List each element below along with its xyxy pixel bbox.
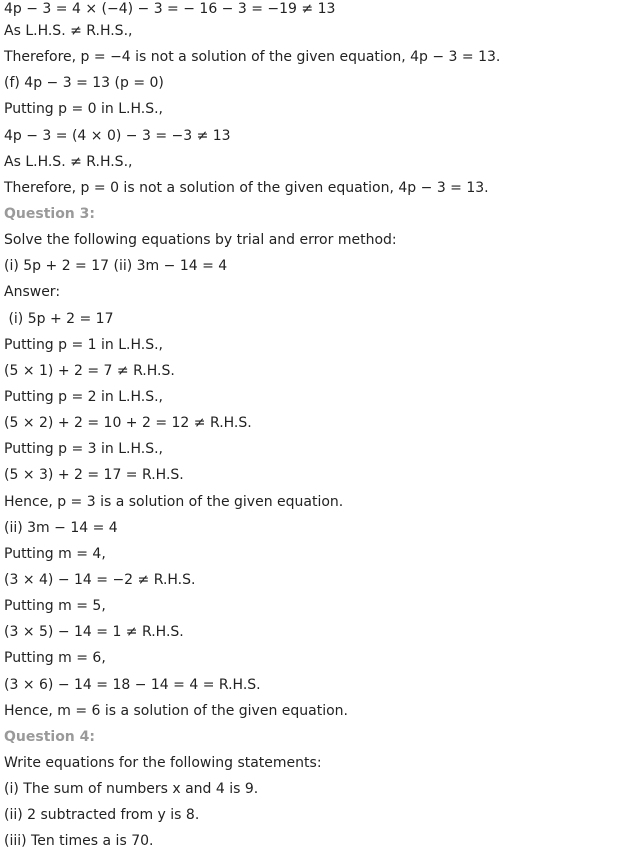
text-line: (i) The sum of numbers x and 4 is 9. (4, 781, 259, 798)
text-line: (f) 4p − 3 = 13 (p = 0) (4, 75, 164, 92)
text-line: Write equations for the following statements: (4, 754, 322, 771)
text-line: Putting p = 2 in L.H.S., (4, 388, 164, 405)
text-line: (3 × 6) − 14 = 18 − 14 = 4 = R.H.S. (4, 676, 261, 693)
text-line: As L.H.S. ≠ R.H.S., (4, 23, 133, 39)
text-line: Hence, m = 6 is a solution of the given equation. (4, 702, 348, 719)
text-line: Therefore, p = 0 is not a solution of the given equation, 4p − 3 = 13. (4, 179, 489, 196)
question-heading: Question 4: (4, 728, 95, 745)
text-line: Putting p = 0 in L.H.S., (4, 101, 164, 118)
text-line: (3 × 5) − 14 = 1 ≠ R.H.S. (4, 624, 184, 641)
text-line: Putting p = 1 in L.H.S., (4, 336, 164, 353)
text-line: (i) 5p + 2 = 17 (ii) 3m − 14 = 4 (4, 258, 228, 275)
text-line: Hence, p = 3 is a solution of the given equation. (4, 493, 344, 510)
text-line: (3 × 4) − 14 = −2 ≠ R.H.S. (4, 571, 196, 588)
text-line: 4p − 3 = (4 × 0) − 3 = −3 ≠ 13 (4, 127, 231, 144)
text-line: Therefore, p = −4 is not a solution of the given equation, 4p − 3 = 13. (4, 49, 501, 66)
text-line: (5 × 2) + 2 = 10 + 2 = 12 ≠ R.H.S. (4, 415, 252, 432)
text-line: Putting p = 3 in L.H.S., (4, 441, 164, 458)
text-line: Putting m = 4, (4, 545, 106, 562)
text-line: Putting m = 5, (4, 598, 106, 615)
text-line: Solve the following equations by trial and error method: (4, 232, 397, 249)
text-line: (iii) Ten times a is 70. (4, 833, 154, 850)
text-line: (i) 5p + 2 = 17 (4, 310, 114, 327)
text-line: (ii) 2 subtracted from y is 8. (4, 807, 200, 824)
question-heading: Question 3: (4, 205, 95, 222)
text-line: As L.H.S. ≠ R.H.S., (4, 153, 133, 170)
document-body (4, 0, 624, 859)
text-line: Answer: (4, 284, 61, 301)
text-line: (ii) 3m − 14 = 4 (4, 519, 118, 536)
text-line: (5 × 1) + 2 = 7 ≠ R.H.S. (4, 362, 175, 379)
text-line: Putting m = 6, (4, 650, 106, 667)
text-line: (5 × 3) + 2 = 17 = R.H.S. (4, 467, 184, 484)
text-line: 4p − 3 = 4 × (−4) − 3 = − 16 − 3 = −19 ≠ 13 (4, 1, 336, 17)
